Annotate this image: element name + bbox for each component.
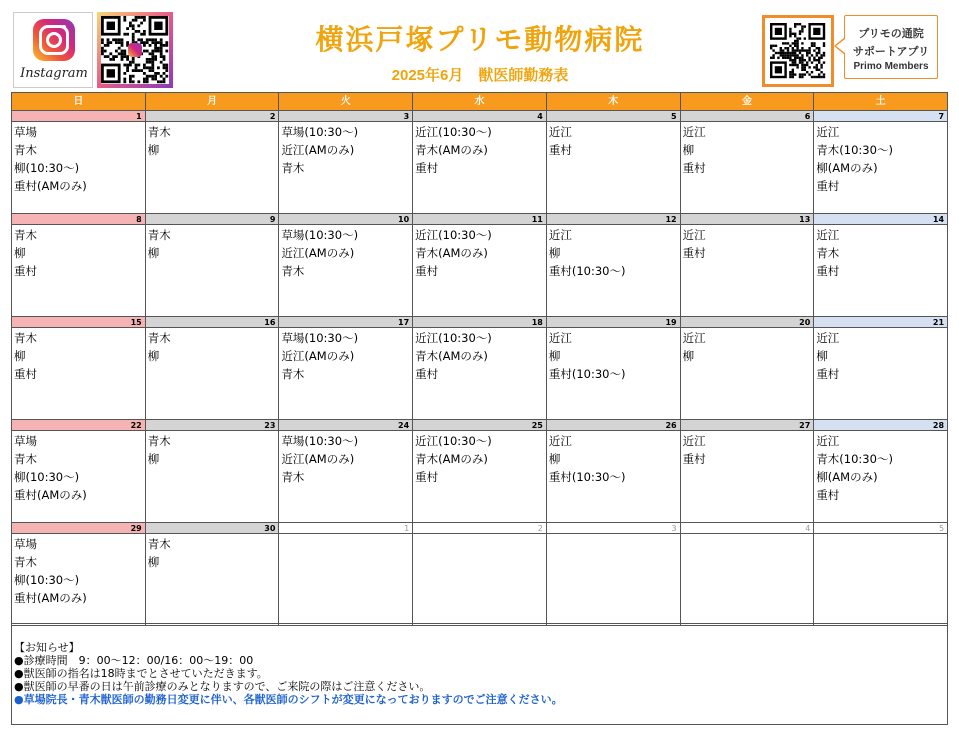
shift-entry: 柳	[147, 349, 160, 363]
shift-entry: 近江	[548, 331, 572, 345]
day-cell	[547, 420, 681, 523]
page-title: 横浜戸塚プリモ動物病院	[315, 24, 645, 55]
shift-list	[814, 534, 947, 625]
shift-entry: 重村	[682, 452, 706, 466]
weekday-header: 日	[12, 93, 146, 111]
shift-list	[547, 534, 680, 625]
shift-entry: 重村(AMのみ)	[14, 591, 87, 605]
day-cell	[681, 111, 815, 214]
app-callout	[834, 15, 938, 79]
shift-list	[12, 122, 145, 213]
notice-line-hours: ●診療時間 9：00～12：00/16：00～19：00	[14, 654, 254, 667]
day-cell	[146, 523, 280, 626]
shift-entry: 重村	[816, 488, 840, 502]
date-number: 20	[681, 317, 814, 328]
day-cell	[413, 111, 547, 214]
shift-entry: 重村	[14, 367, 37, 381]
page-header	[0, 0, 959, 92]
date-number: 25	[413, 420, 546, 431]
shift-entry: 柳(AMのみ)	[816, 470, 878, 484]
shift-entry: 近江	[548, 125, 572, 139]
shift-list	[681, 328, 814, 419]
shift-entry: 青木(AMのみ)	[415, 143, 488, 157]
shift-entry: 柳(10:30～)	[14, 161, 80, 175]
week-row	[12, 317, 948, 420]
day-cell	[681, 214, 815, 317]
shift-entry: 柳	[682, 143, 695, 157]
shift-entry: 柳(10:30～)	[14, 573, 80, 587]
weekday-header-row	[12, 93, 948, 111]
shift-list	[413, 122, 546, 213]
day-cell	[279, 420, 413, 523]
date-number: 4	[413, 111, 546, 122]
date-number: 21	[814, 317, 947, 328]
shift-entry: 草場(10:30～)	[281, 331, 359, 345]
shift-entry: 青木(AMのみ)	[415, 452, 488, 466]
date-number: 12	[547, 214, 680, 225]
app-line-1: プリモの通院	[858, 28, 924, 40]
shift-list	[547, 431, 680, 522]
day-cell	[814, 420, 948, 523]
shift-list	[279, 122, 412, 213]
date-number: 18	[413, 317, 546, 328]
shift-entry: 近江	[816, 228, 840, 242]
date-number: 7	[814, 111, 947, 122]
weekday-header: 土	[814, 93, 948, 111]
shift-list	[146, 534, 279, 625]
weekday-header: 月	[146, 93, 280, 111]
shift-entry: 重村	[682, 161, 706, 175]
date-number: 13	[681, 214, 814, 225]
shift-entry: 近江(AMのみ)	[281, 246, 355, 260]
shift-entry: 柳	[548, 349, 561, 363]
day-cell	[146, 214, 280, 317]
shift-entry: 近江(AMのみ)	[281, 143, 355, 157]
day-cell	[681, 317, 815, 420]
date-number: 1	[12, 111, 145, 122]
day-cell	[146, 317, 280, 420]
qr-code-icon	[770, 23, 826, 79]
day-cell	[12, 523, 146, 626]
shift-entry: 青木	[281, 367, 305, 381]
instagram-icon	[33, 19, 75, 61]
day-cell	[413, 214, 547, 317]
shift-entry: 重村	[816, 179, 840, 193]
shift-list	[279, 328, 412, 419]
shift-entry: 重村(AMのみ)	[14, 488, 87, 502]
instagram-label: Instagram	[20, 66, 88, 81]
shift-entry: 近江(AMのみ)	[281, 349, 355, 363]
shift-list	[12, 431, 145, 522]
shift-entry: 近江	[682, 125, 706, 139]
shift-entry: 重村	[682, 246, 706, 260]
shift-list	[146, 431, 279, 522]
shift-entry: 近江	[548, 434, 572, 448]
date-number: 2	[146, 111, 279, 122]
shift-list	[279, 225, 412, 316]
date-number: 10	[279, 214, 412, 225]
date-number: 30	[146, 523, 279, 534]
shift-entry: 近江	[682, 434, 706, 448]
day-cell	[279, 214, 413, 317]
shift-entry: 近江(10:30～)	[415, 434, 492, 448]
shift-entry: 近江	[548, 228, 572, 242]
shift-entry: 草場	[14, 434, 37, 448]
shift-entry: 柳	[548, 246, 561, 260]
shift-entry: 重村	[14, 264, 37, 278]
shift-list	[547, 328, 680, 419]
day-cell	[814, 523, 948, 626]
shift-list	[681, 225, 814, 316]
shift-entry: 草場(10:30～)	[281, 434, 359, 448]
shift-entry: 重村	[816, 367, 840, 381]
shift-entry: 青木	[281, 470, 305, 484]
app-line-2: サポートアプリ	[852, 46, 930, 58]
shift-entry: 近江	[816, 331, 840, 345]
weekday-header: 火	[279, 93, 413, 111]
shift-list	[547, 122, 680, 213]
shift-list	[413, 328, 546, 419]
shift-entry: 青木	[14, 228, 37, 242]
shift-list	[12, 534, 145, 625]
date-number: 28	[814, 420, 947, 431]
shift-list	[681, 122, 814, 213]
shift-list	[814, 122, 947, 213]
notice-line-nomination: ●獣医師の指名は18時までとさせていただきます。	[14, 667, 268, 680]
date-number: 16	[146, 317, 279, 328]
instagram-logo[interactable]	[13, 12, 93, 88]
instagram-qr-code	[97, 12, 173, 88]
shift-entry: 重村	[548, 143, 572, 157]
shift-entry: 重村(10:30～)	[548, 470, 626, 484]
day-cell	[12, 317, 146, 420]
shift-entry: 重村	[415, 161, 439, 175]
day-cell	[146, 420, 280, 523]
shift-entry: 柳	[548, 452, 561, 466]
shift-entry: 草場(10:30～)	[281, 228, 359, 242]
shift-entry: 青木(10:30～)	[816, 143, 893, 157]
shift-entry: 柳	[147, 452, 160, 466]
day-cell	[547, 317, 681, 420]
shift-list	[681, 534, 814, 625]
date-number: 6	[681, 111, 814, 122]
shift-entry: 青木	[816, 246, 840, 260]
shift-list	[279, 431, 412, 522]
shift-list	[12, 328, 145, 419]
shift-entry: 柳(10:30～)	[14, 470, 80, 484]
shift-entry: 近江	[816, 434, 840, 448]
date-number: 14	[814, 214, 947, 225]
app-qr-code	[762, 15, 834, 87]
date-number: 24	[279, 420, 412, 431]
date-number: 15	[12, 317, 145, 328]
shift-list	[547, 225, 680, 316]
day-cell	[12, 214, 146, 317]
shift-entry: 青木	[14, 143, 37, 157]
day-cell	[413, 523, 547, 626]
week-row	[12, 214, 948, 317]
instagram-icon	[128, 43, 142, 57]
date-number: 8	[12, 214, 145, 225]
shift-entry: 柳	[147, 246, 160, 260]
shift-list	[814, 431, 947, 522]
shift-entry: 柳	[147, 143, 160, 157]
date-number: 11	[413, 214, 546, 225]
date-number: 26	[547, 420, 680, 431]
date-number: 27	[681, 420, 814, 431]
shift-entry: 近江	[816, 125, 840, 139]
shift-entry: 柳	[14, 246, 26, 260]
shift-entry: 青木	[281, 161, 305, 175]
day-cell	[547, 523, 681, 626]
day-cell	[681, 523, 815, 626]
shift-list	[814, 328, 947, 419]
weekday-header: 水	[413, 93, 547, 111]
shift-list	[413, 225, 546, 316]
date-number: 9	[146, 214, 279, 225]
shift-entry: 青木	[14, 331, 37, 345]
shift-entry: 近江(10:30～)	[415, 331, 492, 345]
shift-entry: 青木	[14, 452, 37, 466]
day-cell	[547, 214, 681, 317]
day-cell	[814, 214, 948, 317]
notice-line-early-shift: ●獣医師の早番の日は午前診療のみとなりますので、ご来院の際はご注意ください。	[14, 680, 431, 693]
shift-entry: 青木	[281, 264, 305, 278]
date-number: 17	[279, 317, 412, 328]
shift-entry: 重村	[415, 367, 439, 381]
week-row	[12, 523, 948, 626]
day-cell	[814, 111, 948, 214]
shift-entry: 重村	[415, 264, 439, 278]
date-number: 2	[413, 523, 546, 534]
week-row	[12, 111, 948, 214]
shift-entry: 柳	[816, 349, 828, 363]
shift-entry: 青木	[147, 434, 171, 448]
date-number: 5	[547, 111, 680, 122]
date-number: 4	[681, 523, 814, 534]
shift-entry: 近江	[682, 228, 706, 242]
day-cell	[814, 317, 948, 420]
date-number: 3	[279, 111, 412, 122]
shift-entry: 青木(10:30～)	[816, 452, 893, 466]
shift-entry: 重村(10:30～)	[548, 367, 626, 381]
notice-highlight: ●草場院長・青木獣医師の勤務日変更に伴い、各獣医師のシフトが変更になっておりますのでご注意ください。	[14, 693, 563, 706]
day-cell	[547, 111, 681, 214]
notice-box	[11, 623, 948, 725]
shift-entry: 柳	[14, 349, 26, 363]
weekday-header: 金	[681, 93, 815, 111]
shift-entry: 近江(10:30～)	[415, 125, 492, 139]
shift-entry: 柳(AMのみ)	[816, 161, 878, 175]
week-row	[12, 420, 948, 523]
date-number: 3	[547, 523, 680, 534]
app-line-3: Primo Members	[853, 61, 929, 72]
shift-entry: 柳	[682, 349, 695, 363]
day-cell	[681, 420, 815, 523]
weekday-header: 木	[547, 93, 681, 111]
shift-list	[413, 431, 546, 522]
date-number: 19	[547, 317, 680, 328]
shift-entry: 近江(10:30～)	[415, 228, 492, 242]
shift-list	[681, 431, 814, 522]
date-number: 1	[279, 523, 412, 534]
shift-list	[279, 534, 412, 625]
day-cell	[413, 420, 547, 523]
day-cell	[279, 523, 413, 626]
shift-list	[146, 225, 279, 316]
date-number: 29	[12, 523, 145, 534]
shift-entry: 青木	[147, 331, 171, 345]
shift-list	[413, 534, 546, 625]
notice-heading: 【お知らせ】	[14, 641, 80, 654]
shift-entry: 近江(AMのみ)	[281, 452, 355, 466]
shift-entry: 重村(10:30～)	[548, 264, 626, 278]
day-cell	[279, 111, 413, 214]
shift-entry: 近江	[682, 331, 706, 345]
shift-entry: 青木	[147, 125, 171, 139]
shift-entry: 草場(10:30～)	[281, 125, 359, 139]
shift-calendar	[11, 92, 948, 626]
shift-entry: 青木	[14, 555, 37, 569]
day-cell	[413, 317, 547, 420]
page-subtitle: 2025年6月 獣医師勤務表	[391, 67, 569, 84]
date-number: 5	[814, 523, 947, 534]
shift-list	[146, 122, 279, 213]
day-cell	[12, 111, 146, 214]
shift-entry: 青木(AMのみ)	[415, 246, 488, 260]
shift-entry: 重村	[816, 264, 840, 278]
shift-entry: 青木(AMのみ)	[415, 349, 488, 363]
shift-entry: 柳	[147, 555, 160, 569]
date-number: 23	[146, 420, 279, 431]
shift-entry: 重村	[415, 470, 439, 484]
shift-entry: 青木	[147, 228, 171, 242]
shift-list	[814, 225, 947, 316]
day-cell	[12, 420, 146, 523]
shift-entry: 青木	[147, 537, 171, 551]
shift-entry: 重村(AMのみ)	[14, 179, 87, 193]
shift-entry: 草場	[14, 537, 37, 551]
shift-list	[12, 225, 145, 316]
date-number: 22	[12, 420, 145, 431]
shift-entry: 草場	[14, 125, 37, 139]
day-cell	[279, 317, 413, 420]
shift-list	[146, 328, 279, 419]
day-cell	[146, 111, 280, 214]
